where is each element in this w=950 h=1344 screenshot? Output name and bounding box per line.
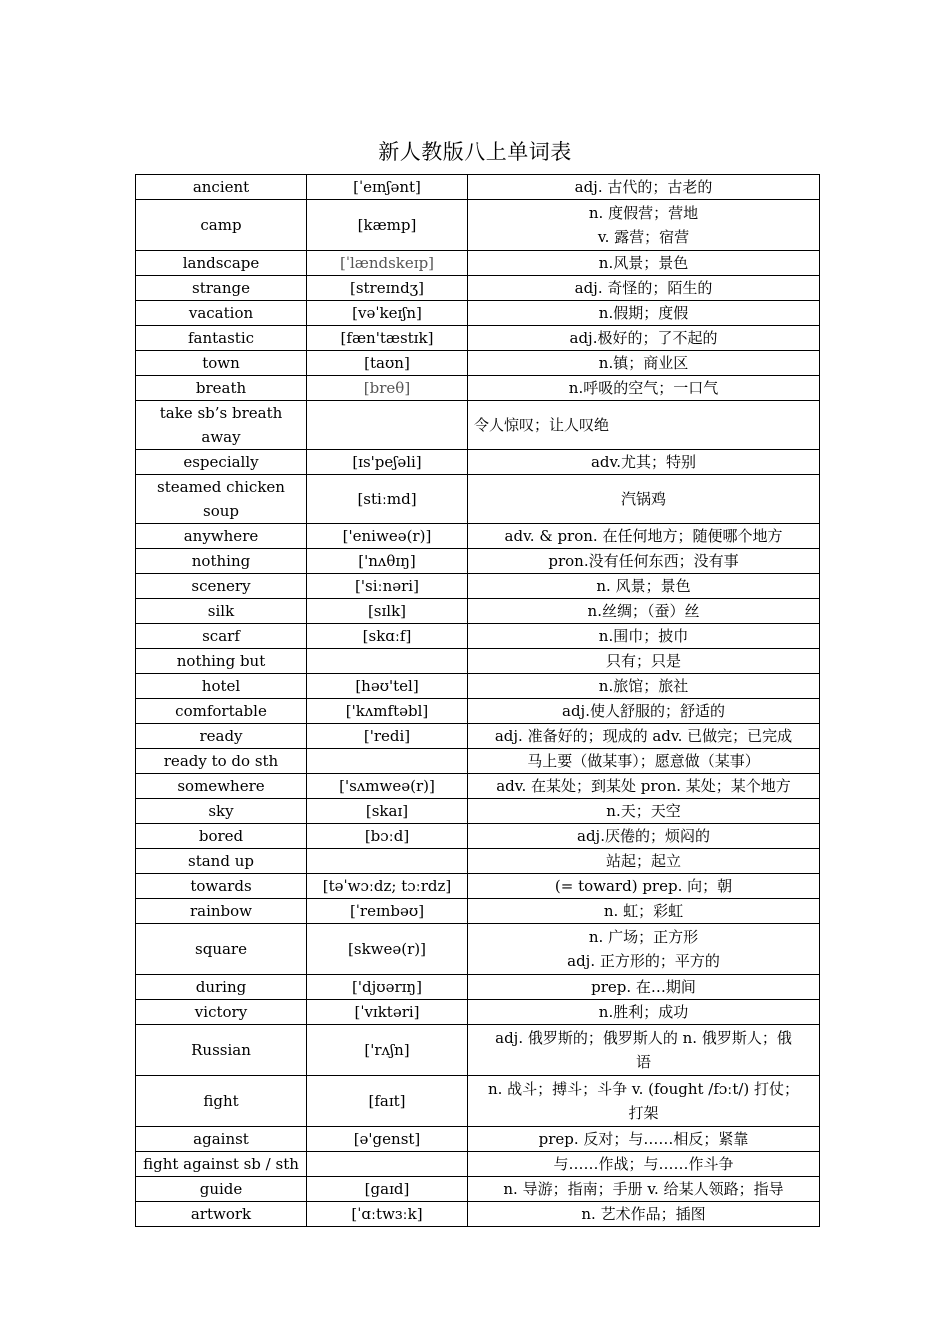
table-row xyxy=(136,524,820,549)
meaning-cell xyxy=(468,1202,820,1227)
table-row xyxy=(136,924,820,975)
meaning-line: adj.厌倦的；烦闷的 xyxy=(577,827,710,845)
word-cell: ready xyxy=(136,724,307,749)
phonetic-cell: [fæn'tæstɪk] xyxy=(307,326,468,351)
word-cell: rainbow xyxy=(136,899,307,924)
meaning-cell xyxy=(468,1076,820,1127)
phonetic-cell: ['rʌʃn] xyxy=(307,1025,468,1076)
table-row xyxy=(136,1127,820,1152)
phonetic-cell: [faɪt] xyxy=(307,1076,468,1127)
meaning-line: n.风景；景色 xyxy=(598,254,689,272)
table-row xyxy=(136,599,820,624)
word-cell: comfortable xyxy=(136,699,307,724)
meaning-line: adj. 准备好的；现成的 adv. 已做完；已完成 xyxy=(494,727,793,745)
word-cell: vacation xyxy=(136,301,307,326)
word-cell: ready to do sth xyxy=(136,749,307,774)
word-cell: bored xyxy=(136,824,307,849)
phonetic-cell: [stiːmd] xyxy=(307,475,468,524)
phonetic-cell: [streɪndʒ] xyxy=(307,276,468,301)
meaning-line: adv.尤其；特别 xyxy=(590,453,696,471)
word-cell: sky xyxy=(136,799,307,824)
table-row xyxy=(136,774,820,799)
meaning-line: prep. 反对；与……相反；紧靠 xyxy=(538,1130,749,1148)
phonetic-cell: [skɑːf] xyxy=(307,624,468,649)
table-row xyxy=(136,849,820,874)
meaning-cell xyxy=(468,475,820,524)
phonetic-cell: [kæmp] xyxy=(307,200,468,251)
table-row xyxy=(136,450,820,475)
table-row xyxy=(136,401,820,450)
meaning-cell xyxy=(468,824,820,849)
table-row xyxy=(136,624,820,649)
phonetic-cell: ['siːnəri] xyxy=(307,574,468,599)
meaning-line: 与……作战；与……作斗争 xyxy=(553,1155,734,1173)
word-cell: camp xyxy=(136,200,307,251)
phonetic-cell: [breθ] xyxy=(307,376,468,401)
meaning-line: n. 广场；正方形 xyxy=(588,928,699,946)
meaning-cell xyxy=(468,376,820,401)
meaning-line: n. 战斗；搏斗；斗争 v. (fought /fɔːt/) 打仗； xyxy=(487,1080,800,1098)
phonetic-cell: [gaɪd] xyxy=(307,1177,468,1202)
meaning-line: n. 风景；景色 xyxy=(596,577,691,595)
word-cell: especially xyxy=(136,450,307,475)
table-row xyxy=(136,749,820,774)
phonetic-cell: [ˈlændskeɪp] xyxy=(307,251,468,276)
word-cell: town xyxy=(136,351,307,376)
meaning-line: 只有；只是 xyxy=(605,652,681,670)
phonetic-cell: [ˈreɪnbəʊ] xyxy=(307,899,468,924)
meaning-cell xyxy=(468,649,820,674)
meaning-cell xyxy=(468,549,820,574)
table-row xyxy=(136,301,820,326)
meaning-line: n.假期；度假 xyxy=(598,304,689,322)
word-cell: somewhere xyxy=(136,774,307,799)
phonetic-cell: ['sʌmweə(r)] xyxy=(307,774,468,799)
meaning-line: n.旅馆；旅社 xyxy=(598,677,689,695)
phonetic-cell: ['eniweə(r)] xyxy=(307,524,468,549)
word-cell: during xyxy=(136,975,307,1000)
meaning-line: 打架 xyxy=(628,1104,659,1122)
meaning-line: adj.极好的；了不起的 xyxy=(569,329,718,347)
meaning-line: n.天；天空 xyxy=(606,802,681,820)
phonetic-cell: [skaɪ] xyxy=(307,799,468,824)
phonetic-cell: [ˈeɪnʃənt] xyxy=(307,175,468,200)
meaning-cell xyxy=(468,699,820,724)
table-row xyxy=(136,276,820,301)
meaning-cell xyxy=(468,874,820,899)
table-row xyxy=(136,251,820,276)
meaning-line: adv. 在某处；到某处 pron. 某处；某个地方 xyxy=(496,777,791,795)
meaning-line: n. 虹；彩虹 xyxy=(603,902,684,920)
meaning-line: 汽锅鸡 xyxy=(620,490,666,508)
meaning-line: adj. 俄罗斯的；俄罗斯人的 n. 俄罗斯人；俄 xyxy=(495,1029,792,1047)
meaning-line: 站起；起立 xyxy=(605,852,681,870)
word-cell: steamed chicken soup xyxy=(136,475,307,524)
meaning-cell xyxy=(468,175,820,200)
meaning-cell xyxy=(468,674,820,699)
word-cell: fight xyxy=(136,1076,307,1127)
meaning-cell xyxy=(468,975,820,1000)
table-row xyxy=(136,1025,820,1076)
table-row xyxy=(136,824,820,849)
phonetic-cell: [sɪlk] xyxy=(307,599,468,624)
vocabulary-table xyxy=(135,174,820,1227)
phonetic-cell xyxy=(307,1152,468,1177)
vocabulary-table-body xyxy=(136,175,820,1227)
meaning-cell xyxy=(468,799,820,824)
table-row xyxy=(136,1202,820,1227)
meaning-line: n. 艺术作品；插图 xyxy=(581,1205,706,1223)
phonetic-cell xyxy=(307,401,468,450)
meaning-cell xyxy=(468,401,820,450)
word-cell: landscape xyxy=(136,251,307,276)
meaning-cell xyxy=(468,326,820,351)
word-cell: ancient xyxy=(136,175,307,200)
meaning-cell xyxy=(468,899,820,924)
meaning-cell xyxy=(468,1000,820,1025)
table-row xyxy=(136,351,820,376)
meaning-cell xyxy=(468,624,820,649)
meaning-line: (= toward) prep. 向；朝 xyxy=(554,877,733,895)
meaning-line: adj. 正方形的；平方的 xyxy=(567,952,720,970)
table-row xyxy=(136,1152,820,1177)
meaning-cell xyxy=(468,251,820,276)
meaning-cell xyxy=(468,351,820,376)
word-cell: fight against sb / sth xyxy=(136,1152,307,1177)
phonetic-cell: [vəˈkeɪʃn] xyxy=(307,301,468,326)
word-cell: guide xyxy=(136,1177,307,1202)
phonetic-cell: [həʊ'tel] xyxy=(307,674,468,699)
meaning-cell xyxy=(468,599,820,624)
table-row xyxy=(136,376,820,401)
phonetic-cell: [ə'genst] xyxy=(307,1127,468,1152)
word-cell: against xyxy=(136,1127,307,1152)
meaning-cell xyxy=(468,924,820,975)
word-cell: scarf xyxy=(136,624,307,649)
phonetic-cell xyxy=(307,749,468,774)
meaning-line: n.胜利；成功 xyxy=(598,1003,689,1021)
table-row xyxy=(136,574,820,599)
phonetic-cell: ['kʌmftəbl] xyxy=(307,699,468,724)
word-cell: nothing but xyxy=(136,649,307,674)
meaning-line: n. 度假营；营地 xyxy=(588,204,699,222)
meaning-line: adv. & pron. 在任何地方；随便哪个地方 xyxy=(504,527,783,545)
table-row xyxy=(136,874,820,899)
phonetic-cell: [ɪs'peʃəli] xyxy=(307,450,468,475)
meaning-line: n.围巾；披巾 xyxy=(598,627,689,645)
meaning-cell xyxy=(468,749,820,774)
table-row xyxy=(136,899,820,924)
meaning-line: n. 导游；指南；手册 v. 给某人领路；指导 xyxy=(503,1180,784,1198)
table-row xyxy=(136,549,820,574)
phonetic-cell: [taʊn] xyxy=(307,351,468,376)
phonetic-cell: [bɔːd] xyxy=(307,824,468,849)
table-row xyxy=(136,649,820,674)
word-cell: scenery xyxy=(136,574,307,599)
meaning-cell xyxy=(468,724,820,749)
meaning-line: pron.没有任何东西；没有事 xyxy=(548,552,739,570)
word-cell: square xyxy=(136,924,307,975)
phonetic-cell: [ˈɑːtwɜːk] xyxy=(307,1202,468,1227)
phonetic-cell: [təˈwɔːdz; tɔːrdz] xyxy=(307,874,468,899)
meaning-cell xyxy=(468,276,820,301)
phonetic-cell: [skweə(r)] xyxy=(307,924,468,975)
table-row xyxy=(136,699,820,724)
table-row xyxy=(136,724,820,749)
page-title: 新人教版八上单词表 xyxy=(378,140,572,164)
phonetic-cell: [ˈvɪktəri] xyxy=(307,1000,468,1025)
word-cell: nothing xyxy=(136,549,307,574)
meaning-line: 马上要（做某事）；愿意做（某事） xyxy=(527,752,760,770)
meaning-cell xyxy=(468,1025,820,1076)
word-cell: breath xyxy=(136,376,307,401)
word-cell: victory xyxy=(136,1000,307,1025)
phonetic-cell xyxy=(307,849,468,874)
word-cell: stand up xyxy=(136,849,307,874)
meaning-cell xyxy=(468,1152,820,1177)
word-cell: towards xyxy=(136,874,307,899)
meaning-line: n.镇；商业区 xyxy=(598,354,689,372)
table-row xyxy=(136,1076,820,1127)
word-cell: artwork xyxy=(136,1202,307,1227)
meaning-line: adj. 奇怪的；陌生的 xyxy=(574,279,713,297)
meaning-cell xyxy=(468,574,820,599)
phonetic-cell xyxy=(307,649,468,674)
meaning-line: n.呼吸的空气；一口气 xyxy=(568,379,719,397)
table-row xyxy=(136,799,820,824)
meaning-cell xyxy=(468,1177,820,1202)
word-cell: fantastic xyxy=(136,326,307,351)
table-row xyxy=(136,475,820,524)
table-row xyxy=(136,1000,820,1025)
meaning-line: prep. 在…期间 xyxy=(591,978,696,996)
table-row xyxy=(136,1177,820,1202)
meaning-cell xyxy=(468,849,820,874)
word-cell: hotel xyxy=(136,674,307,699)
meaning-cell xyxy=(468,524,820,549)
phonetic-cell: ['djʊərɪŋ] xyxy=(307,975,468,1000)
meaning-line: adj. 古代的；古老的 xyxy=(574,178,713,196)
meaning-cell xyxy=(468,200,820,251)
meaning-cell xyxy=(468,450,820,475)
word-cell: silk xyxy=(136,599,307,624)
word-cell: strange xyxy=(136,276,307,301)
meaning-cell xyxy=(468,774,820,799)
word-cell: anywhere xyxy=(136,524,307,549)
word-cell: take sb’s breath away xyxy=(136,401,307,450)
table-row xyxy=(136,200,820,251)
table-row xyxy=(136,326,820,351)
phonetic-cell: ['redi] xyxy=(307,724,468,749)
phonetic-cell: ['nʌθɪŋ] xyxy=(307,549,468,574)
meaning-line: n.丝绸；（蚕）丝 xyxy=(587,602,700,620)
meaning-cell xyxy=(468,301,820,326)
word-cell: Russian xyxy=(136,1025,307,1076)
meaning-line: 令人惊叹；让人叹绝 xyxy=(474,416,610,434)
meaning-line: adj.使人舒服的；舒适的 xyxy=(562,702,725,720)
meaning-line: 语 xyxy=(635,1053,651,1071)
table-row xyxy=(136,975,820,1000)
meaning-cell xyxy=(468,1127,820,1152)
table-row xyxy=(136,674,820,699)
meaning-line: v. 露营；宿营 xyxy=(597,228,690,246)
table-row xyxy=(136,175,820,200)
